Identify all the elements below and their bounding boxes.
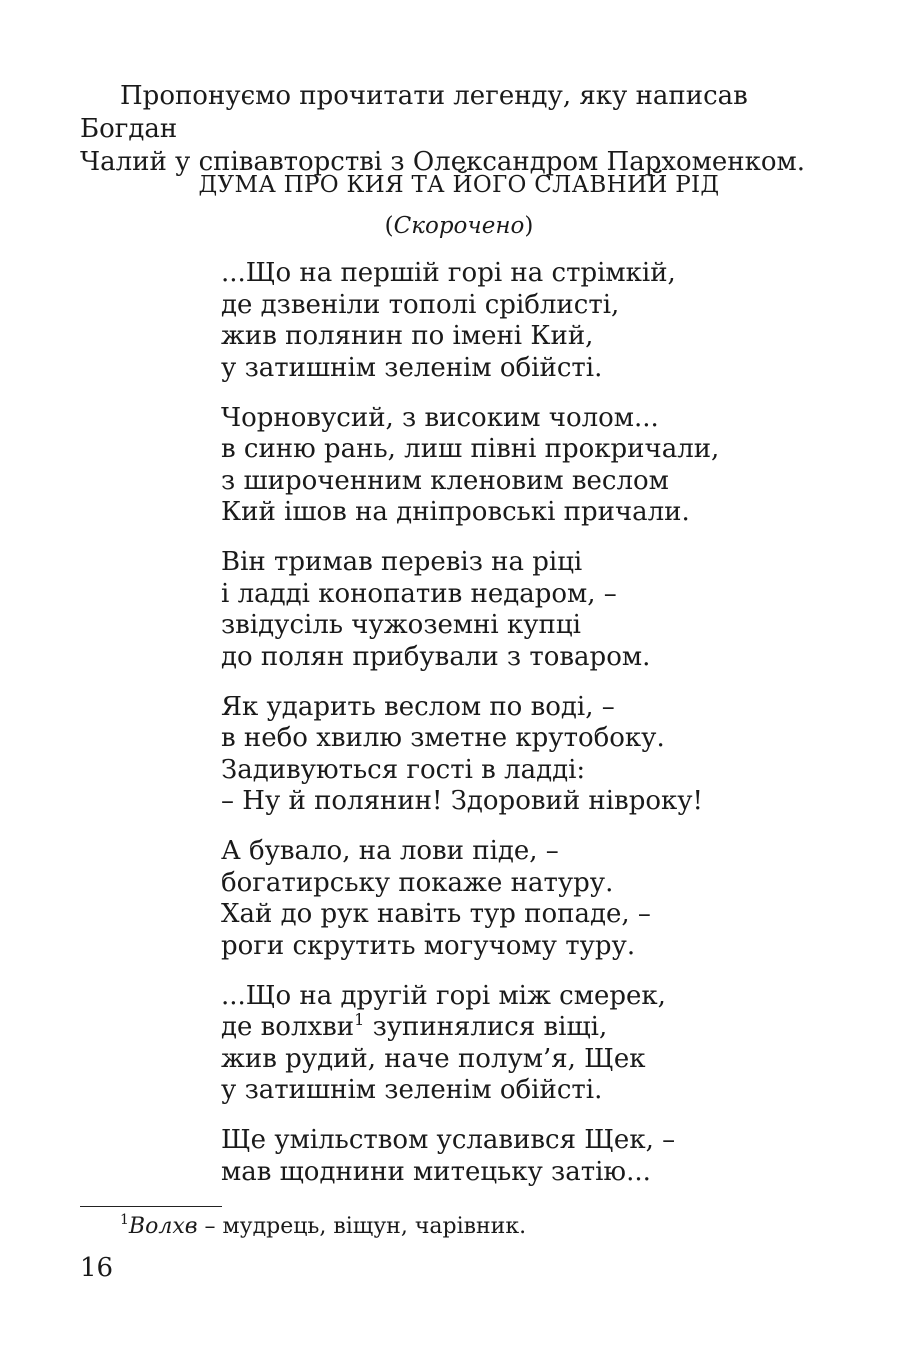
poem-line: і ладді конопатив недаром, – [221, 578, 617, 609]
poem-line: жив полянин по імені Кий, [221, 321, 594, 351]
subtitle-text: Скорочено [393, 213, 525, 239]
footnote-divider [80, 1206, 222, 1207]
poem-body [221, 258, 861, 1207]
poem-line: – Ну й полянин! Здоровий нівроку! [221, 786, 703, 816]
poem-line: у затишнім зеленім обійсті. [221, 352, 603, 383]
stanza [221, 981, 861, 1107]
poem-line: богатирську покаже натуру. [221, 867, 614, 898]
poem-line: у затишнім зеленім обійсті. [221, 1075, 603, 1105]
poem-line: до полян прибували з товаром. [221, 641, 651, 672]
intro-line: Чалий у співавторстві з Олександром Пархоменком. [80, 147, 805, 177]
poem-line: роги скрутить могучому туру. [221, 930, 636, 961]
stanza [221, 692, 861, 818]
poem-line-part: де волхви [221, 1012, 355, 1042]
footnote [120, 1212, 526, 1242]
stanza [221, 258, 861, 384]
poem-line: де дзвеніли тополі сріблисті, [221, 289, 620, 320]
footnote-term: Волхв [128, 1214, 198, 1239]
poem-line: Чорновусий, з високим чолом... [221, 402, 659, 433]
poem-line: Ще умільством уславився Щек, – [221, 1125, 676, 1155]
poem-line: Він тримав перевіз на ріці [221, 547, 583, 577]
poem-line: жив рудий, наче полум’я, Щек [221, 1043, 646, 1074]
stanza [221, 403, 861, 529]
intro-line: Пропонуємо прочитати легенду, яку написав Богдан [80, 81, 748, 144]
stanza [221, 547, 861, 673]
poem-title: ДУМА ПРО КИЯ ТА ЙОГО СЛАВНИЙ РІД [198, 172, 720, 198]
stanza [221, 1125, 861, 1188]
page-number: 16 [80, 1253, 114, 1283]
poem-line: з широченним кленовим веслом [221, 465, 669, 496]
poem-subtitle [0, 211, 918, 241]
poem-line: Хай до рук навіть тур попаде, – [221, 899, 651, 929]
poem-line: ...Що на першій горі на стрімкій, [221, 258, 676, 288]
poem-line-part: зупинялися віщі, [372, 1012, 608, 1042]
poem-line: Задивуються гості в ладді: [221, 754, 586, 785]
poem-line: ...Що на другій горі між смерек, [221, 980, 666, 1011]
poem-line [221, 1012, 861, 1044]
stanza [221, 836, 861, 962]
footnote-reference[interactable]: 1 [354, 1010, 365, 1029]
footnote-definition: – мудрець, віщун, чарівник. [197, 1214, 527, 1239]
poem-line: звідусіль чужоземні купці [221, 610, 581, 640]
intro-paragraph [80, 80, 850, 179]
subtitle-paren-close: ) [524, 213, 534, 239]
poem-line: в небо хвилю зметне крутобоку. [221, 723, 665, 753]
poem-line: Як ударить веслом по воді, – [221, 691, 615, 722]
poem-line: А бувало, на лови піде, – [221, 836, 559, 866]
poem-line: мав щоднини митецьку затію... [221, 1156, 651, 1187]
poem-line: Кий ішов на дніпровські причали. [221, 497, 690, 527]
subtitle-paren-open: ( [384, 213, 394, 239]
poem-line: в синю рань, лиш півні прокричали, [221, 434, 720, 464]
footnote-mark: 1 [120, 1212, 129, 1228]
